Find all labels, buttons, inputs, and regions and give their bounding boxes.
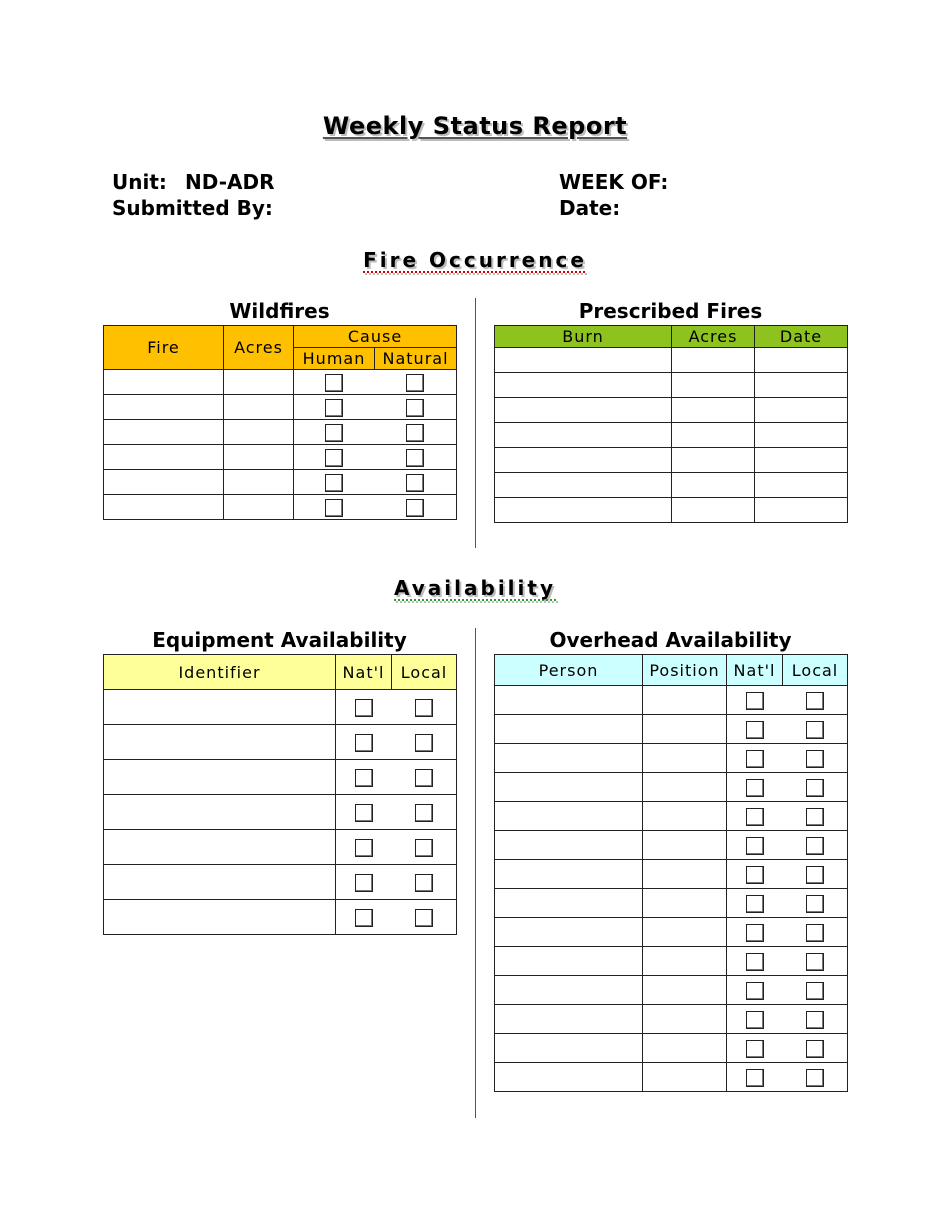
- table-row: [495, 686, 848, 715]
- checkbox[interactable]: [325, 499, 343, 517]
- position-cell[interactable]: [643, 802, 727, 831]
- local-checkbox-cell: [783, 1063, 848, 1092]
- fire-occurrence-heading: [0, 248, 950, 272]
- acres-cell[interactable]: [672, 398, 755, 423]
- checkbox[interactable]: [355, 839, 373, 857]
- table-row: [495, 802, 848, 831]
- table-row: [104, 445, 457, 470]
- overhead-col-natl: Nat'l: [727, 655, 783, 686]
- date-cell[interactable]: [755, 373, 848, 398]
- position-cell[interactable]: [643, 686, 727, 715]
- local-checkbox-cell: [783, 715, 848, 744]
- table-row: [495, 976, 848, 1005]
- checkbox[interactable]: [746, 895, 764, 913]
- acres-cell[interactable]: [672, 473, 755, 498]
- table-row: [104, 690, 457, 725]
- local-checkbox-cell: [392, 690, 457, 725]
- checkbox[interactable]: [746, 837, 764, 855]
- table-row: [104, 495, 457, 520]
- natl-checkbox-cell: [727, 976, 783, 1005]
- equipment-col-natl: Nat'l: [336, 655, 392, 690]
- checkbox[interactable]: [355, 769, 373, 787]
- person-cell[interactable]: [495, 1063, 643, 1092]
- equipment-availability-title: Equipment Availability: [152, 628, 407, 652]
- wildfires-col-acres: Acres: [224, 326, 294, 370]
- position-cell[interactable]: [643, 715, 727, 744]
- checkbox[interactable]: [406, 424, 424, 442]
- natl-checkbox-cell: [727, 802, 783, 831]
- wildfires-col-cause: Cause: [294, 326, 457, 348]
- fire-cell[interactable]: [104, 470, 224, 495]
- checkbox[interactable]: [806, 1011, 824, 1029]
- natl-checkbox-cell: [336, 760, 392, 795]
- table-row: [104, 420, 457, 445]
- section-divider: [475, 298, 476, 548]
- table-row: [104, 865, 457, 900]
- wildfires-col-fire: Fire: [104, 326, 224, 370]
- checkbox[interactable]: [415, 769, 433, 787]
- checkbox[interactable]: [806, 779, 824, 797]
- section-divider-2: [475, 628, 476, 1118]
- table-row: [495, 860, 848, 889]
- checkbox[interactable]: [746, 1040, 764, 1058]
- identifier-cell[interactable]: [104, 830, 336, 865]
- person-cell[interactable]: [495, 1034, 643, 1063]
- human-checkbox-cell: [294, 495, 375, 520]
- prescribed-col-burn: Burn: [495, 326, 672, 348]
- position-cell[interactable]: [643, 918, 727, 947]
- fire-cell[interactable]: [104, 495, 224, 520]
- checkbox[interactable]: [746, 924, 764, 942]
- acres-cell[interactable]: [224, 470, 294, 495]
- prescribed-col-acres: Acres: [672, 326, 755, 348]
- natural-checkbox-cell: [375, 445, 457, 470]
- wildfires-col-natural: Natural: [375, 348, 457, 370]
- fire-cell[interactable]: [104, 370, 224, 395]
- natl-checkbox-cell: [727, 744, 783, 773]
- acres-cell[interactable]: [224, 420, 294, 445]
- acres-cell[interactable]: [672, 498, 755, 523]
- position-cell[interactable]: [643, 860, 727, 889]
- overhead-availability-title: Overhead Availability: [549, 628, 792, 652]
- position-cell[interactable]: [643, 976, 727, 1005]
- checkbox[interactable]: [746, 692, 764, 710]
- checkbox[interactable]: [806, 721, 824, 739]
- table-row: [104, 830, 457, 865]
- table-row: [104, 470, 457, 495]
- identifier-cell[interactable]: [104, 690, 336, 725]
- overhead-col-person: Person: [495, 655, 643, 686]
- person-cell[interactable]: [495, 802, 643, 831]
- table-row: [495, 498, 848, 523]
- person-cell[interactable]: [495, 715, 643, 744]
- person-cell[interactable]: [495, 918, 643, 947]
- table-row: [104, 725, 457, 760]
- position-cell[interactable]: [643, 889, 727, 918]
- identifier-cell[interactable]: [104, 760, 336, 795]
- checkbox[interactable]: [806, 953, 824, 971]
- checkbox[interactable]: [806, 866, 824, 884]
- checkbox[interactable]: [415, 909, 433, 927]
- acres-cell[interactable]: [224, 395, 294, 420]
- person-cell[interactable]: [495, 686, 643, 715]
- natural-checkbox-cell: [375, 495, 457, 520]
- checkbox[interactable]: [746, 982, 764, 1000]
- table-row: [495, 889, 848, 918]
- acres-cell[interactable]: [224, 495, 294, 520]
- checkbox[interactable]: [746, 953, 764, 971]
- date-cell[interactable]: [755, 448, 848, 473]
- table-row: [104, 395, 457, 420]
- checkbox[interactable]: [746, 750, 764, 768]
- table-row: [104, 795, 457, 830]
- unit-label: Unit:: [112, 170, 167, 194]
- checkbox[interactable]: [325, 474, 343, 492]
- table-row: [495, 348, 848, 373]
- identifier-cell[interactable]: [104, 725, 336, 760]
- checkbox[interactable]: [355, 909, 373, 927]
- natl-checkbox-cell: [727, 686, 783, 715]
- natural-checkbox-cell: [375, 370, 457, 395]
- position-cell[interactable]: [643, 744, 727, 773]
- overhead-table: [494, 654, 848, 1092]
- checkbox[interactable]: [355, 874, 373, 892]
- date-cell[interactable]: [755, 423, 848, 448]
- checkbox[interactable]: [806, 837, 824, 855]
- local-checkbox-cell: [392, 795, 457, 830]
- checkbox[interactable]: [325, 449, 343, 467]
- burn-cell[interactable]: [495, 423, 672, 448]
- natl-checkbox-cell: [727, 860, 783, 889]
- equipment-col-identifier: Identifier: [104, 655, 336, 690]
- table-row: [104, 370, 457, 395]
- burn-cell[interactable]: [495, 473, 672, 498]
- local-checkbox-cell: [392, 725, 457, 760]
- acres-cell[interactable]: [224, 370, 294, 395]
- checkbox[interactable]: [746, 721, 764, 739]
- human-checkbox-cell: [294, 470, 375, 495]
- local-checkbox-cell: [783, 744, 848, 773]
- acres-cell[interactable]: [672, 423, 755, 448]
- natural-checkbox-cell: [375, 420, 457, 445]
- date-label: Date:: [559, 196, 621, 220]
- natl-checkbox-cell: [727, 1034, 783, 1063]
- natl-checkbox-cell: [727, 947, 783, 976]
- position-cell[interactable]: [643, 831, 727, 860]
- checkbox[interactable]: [415, 804, 433, 822]
- acres-cell[interactable]: [672, 348, 755, 373]
- local-checkbox-cell: [783, 1005, 848, 1034]
- natl-checkbox-cell: [336, 690, 392, 725]
- position-cell[interactable]: [643, 1005, 727, 1034]
- natl-checkbox-cell: [336, 865, 392, 900]
- person-cell[interactable]: [495, 773, 643, 802]
- prescribed-fires-table: [494, 325, 848, 523]
- table-row: [495, 1034, 848, 1063]
- position-cell[interactable]: [643, 773, 727, 802]
- burn-cell[interactable]: [495, 398, 672, 423]
- page-title-text: Weekly Status Report: [322, 112, 628, 140]
- natl-checkbox-cell: [727, 773, 783, 802]
- table-row: [495, 715, 848, 744]
- local-checkbox-cell: [783, 802, 848, 831]
- checkbox[interactable]: [355, 734, 373, 752]
- local-checkbox-cell: [783, 773, 848, 802]
- burn-cell[interactable]: [495, 448, 672, 473]
- wildfires-col-human: Human: [294, 348, 375, 370]
- checkbox[interactable]: [406, 474, 424, 492]
- person-cell[interactable]: [495, 744, 643, 773]
- position-cell[interactable]: [643, 947, 727, 976]
- natl-checkbox-cell: [336, 900, 392, 935]
- checkbox[interactable]: [406, 449, 424, 467]
- acres-cell[interactable]: [672, 373, 755, 398]
- natural-checkbox-cell: [375, 470, 457, 495]
- submitted-by-label: Submitted By:: [112, 196, 273, 220]
- checkbox[interactable]: [406, 499, 424, 517]
- local-checkbox-cell: [392, 865, 457, 900]
- checkbox[interactable]: [806, 1040, 824, 1058]
- date-cell[interactable]: [755, 473, 848, 498]
- local-checkbox-cell: [783, 831, 848, 860]
- fire-cell[interactable]: [104, 445, 224, 470]
- prescribed-col-date: Date: [755, 326, 848, 348]
- overhead-col-position: Position: [643, 655, 727, 686]
- date-cell[interactable]: [755, 348, 848, 373]
- availability-heading-text: Availability: [394, 576, 556, 600]
- prescribed-fires-title: Prescribed Fires: [578, 299, 763, 323]
- checkbox[interactable]: [806, 924, 824, 942]
- burn-cell[interactable]: [495, 348, 672, 373]
- natural-checkbox-cell: [375, 395, 457, 420]
- local-checkbox-cell: [783, 918, 848, 947]
- checkbox[interactable]: [325, 399, 343, 417]
- human-checkbox-cell: [294, 395, 375, 420]
- week-of-label: WEEK OF:: [559, 170, 669, 194]
- natl-checkbox-cell: [727, 889, 783, 918]
- table-row: [495, 773, 848, 802]
- fire-cell[interactable]: [104, 420, 224, 445]
- checkbox[interactable]: [406, 374, 424, 392]
- table-row: [495, 947, 848, 976]
- table-row: [495, 831, 848, 860]
- checkbox[interactable]: [806, 895, 824, 913]
- checkbox[interactable]: [355, 804, 373, 822]
- table-row: [104, 900, 457, 935]
- checkbox[interactable]: [746, 1069, 764, 1087]
- table-row: [495, 398, 848, 423]
- table-row: [495, 918, 848, 947]
- checkbox[interactable]: [806, 982, 824, 1000]
- identifier-cell[interactable]: [104, 795, 336, 830]
- overhead-col-local: Local: [783, 655, 848, 686]
- person-cell[interactable]: [495, 860, 643, 889]
- person-cell[interactable]: [495, 1005, 643, 1034]
- table-row: [495, 423, 848, 448]
- natl-checkbox-cell: [727, 1063, 783, 1092]
- table-row: [495, 373, 848, 398]
- person-cell[interactable]: [495, 947, 643, 976]
- local-checkbox-cell: [783, 686, 848, 715]
- wildfires-title: Wildfires: [229, 299, 330, 323]
- local-checkbox-cell: [392, 830, 457, 865]
- fire-occurrence-heading-text: Fire Occurrence: [363, 248, 587, 272]
- checkbox[interactable]: [746, 866, 764, 884]
- natl-checkbox-cell: [336, 795, 392, 830]
- wildfires-table: [103, 325, 457, 520]
- local-checkbox-cell: [783, 947, 848, 976]
- burn-cell[interactable]: [495, 373, 672, 398]
- natl-checkbox-cell: [336, 725, 392, 760]
- checkbox[interactable]: [806, 692, 824, 710]
- acres-cell[interactable]: [224, 445, 294, 470]
- checkbox[interactable]: [406, 399, 424, 417]
- checkbox[interactable]: [415, 839, 433, 857]
- table-row: [495, 473, 848, 498]
- checkbox[interactable]: [325, 374, 343, 392]
- table-row: [495, 448, 848, 473]
- burn-cell[interactable]: [495, 498, 672, 523]
- person-cell[interactable]: [495, 889, 643, 918]
- human-checkbox-cell: [294, 370, 375, 395]
- checkbox[interactable]: [806, 750, 824, 768]
- identifier-cell[interactable]: [104, 900, 336, 935]
- equipment-col-local: Local: [392, 655, 457, 690]
- checkbox[interactable]: [415, 699, 433, 717]
- acres-cell[interactable]: [672, 448, 755, 473]
- checkbox[interactable]: [806, 808, 824, 826]
- availability-heading: [0, 576, 950, 600]
- checkbox[interactable]: [806, 1069, 824, 1087]
- local-checkbox-cell: [783, 889, 848, 918]
- person-cell[interactable]: [495, 831, 643, 860]
- unit-value: ND-ADR: [185, 170, 275, 194]
- identifier-cell[interactable]: [104, 865, 336, 900]
- date-cell[interactable]: [755, 398, 848, 423]
- table-row: [495, 1063, 848, 1092]
- page-title: [0, 112, 950, 140]
- table-row: [104, 760, 457, 795]
- local-checkbox-cell: [392, 900, 457, 935]
- checkbox[interactable]: [415, 734, 433, 752]
- table-row: [495, 1005, 848, 1034]
- natl-checkbox-cell: [727, 715, 783, 744]
- checkbox[interactable]: [746, 808, 764, 826]
- equipment-table: [103, 654, 457, 935]
- person-cell[interactable]: [495, 976, 643, 1005]
- local-checkbox-cell: [783, 1034, 848, 1063]
- natl-checkbox-cell: [727, 1005, 783, 1034]
- checkbox[interactable]: [325, 424, 343, 442]
- position-cell[interactable]: [643, 1063, 727, 1092]
- date-cell[interactable]: [755, 498, 848, 523]
- local-checkbox-cell: [783, 976, 848, 1005]
- human-checkbox-cell: [294, 445, 375, 470]
- fire-cell[interactable]: [104, 395, 224, 420]
- table-row: [495, 744, 848, 773]
- natl-checkbox-cell: [727, 831, 783, 860]
- natl-checkbox-cell: [336, 830, 392, 865]
- local-checkbox-cell: [392, 760, 457, 795]
- human-checkbox-cell: [294, 420, 375, 445]
- checkbox[interactable]: [415, 874, 433, 892]
- checkbox[interactable]: [746, 779, 764, 797]
- checkbox[interactable]: [355, 699, 373, 717]
- position-cell[interactable]: [643, 1034, 727, 1063]
- local-checkbox-cell: [783, 860, 848, 889]
- checkbox[interactable]: [746, 1011, 764, 1029]
- natl-checkbox-cell: [727, 918, 783, 947]
